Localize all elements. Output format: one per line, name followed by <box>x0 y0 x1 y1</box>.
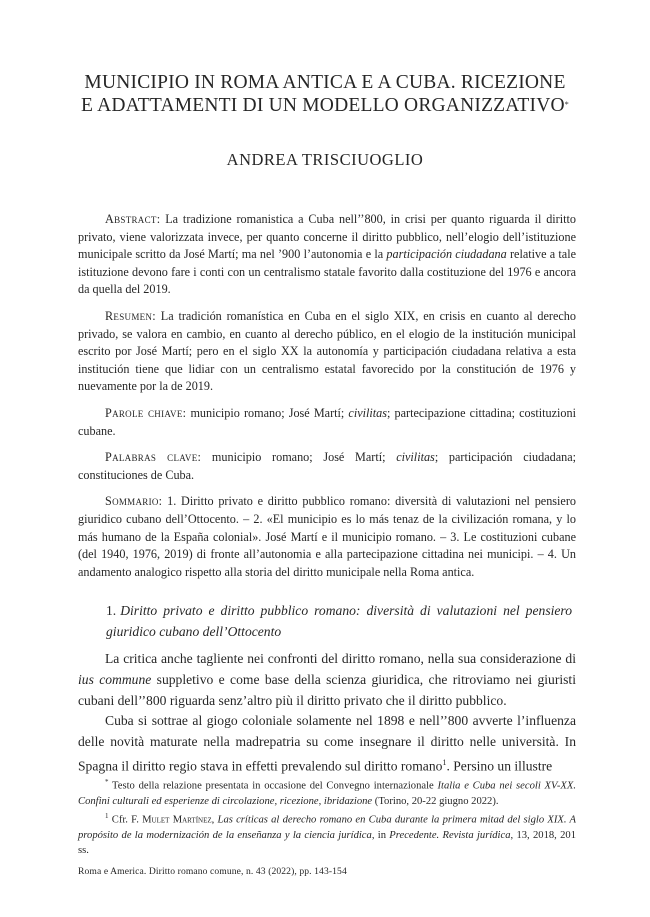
abstract-label: Abstract: <box>105 212 161 226</box>
footnote-star: * Testo della relazione presentata in occasione del Convegno internazionale Italia e Cuba nei secoli XV-XX. Confini culturali ed esperienze di circolazione, ricezione, ibridazione (Torino, 20-22 giugno 2022). <box>78 778 576 807</box>
footnote-1: $^1$ Cfr. F. Mulet Martínez, Las críticas al derecho romano en Cuba durante la primera mitad del siglo XIX. A propósito de la modernización de la enseñanza y la ciencia jurídica, in Precedente. Revista jurídica, 13, 2018, 201 ss. <box>78 811 577 856</box>
article-title <box>70 71 580 117</box>
keywords-spanish: Palabras clave: municipio romano; José Martí; civilitas; participación ciudadana; constituciones de Cuba. <box>78 450 576 482</box>
keywords-italian: Parole chiave: municipio romano; José Martí; civilitas; partecipazione cittadina; costituzioni cubane. <box>78 405 576 438</box>
footnotes <box>78 775 576 858</box>
section-title: Diritto privato e diritto pubblico romano: diversità di valutazioni nel pensiero giuridico cubano dell’Ottocento <box>106 603 572 639</box>
body-paragraph-1: La critica anche tagliente nei confronti del diritto romano, nella sua considerazione di ius commune suppletivo e come base della scienza giuridica, che ritroviamo nei giuristi cubani dell’’800 riguarda senz’altro più il diritto privato che il diritto pubblico. <box>78 651 576 708</box>
abstract-italian: Abstract: La tradizione romanistica a Cuba nell’’800, in crisi per quanto riguarda il diritto privato, viene valorizzata invece, per quanto concerne il diritto pubblico, nell’elogio dell’istituzione municipale scritto da José Martí; ma nel ’900 l’autonomia e la participación ciudadana relative a tale istituzione devono fare i conti con un centralismo statale favorito dalla costituzione del 1976 e ancora da quella del 2019. <box>78 212 576 297</box>
palabras-clave-label: Palabras clave: <box>105 450 202 465</box>
parole-chiave-label: Parole chiave: <box>105 405 187 420</box>
abstracts-block <box>78 211 576 590</box>
page-footer: Roma e America. Diritto romano comune, n. 43 (2022), pp. 143-154 <box>78 866 347 877</box>
title-line-2: E ADATTAMENTI DI UN MODELLO ORGANIZZATIVO <box>81 95 565 116</box>
body-paragraph-2: Cuba si sottrae al giogo coloniale solamente nel 1898 e nell’’800 avverte l’influenza delle novità maturate nella madrepatria su come insegnare il diritto nelle università. In Spagna il diritto regio stava in effetti prevalendo sul diritto romano$^1$. Persino un illustre <box>78 713 576 774</box>
resumen-label: Resumen: <box>105 308 156 323</box>
body-text <box>78 649 576 777</box>
section-number: 1. <box>106 603 117 618</box>
section-heading <box>106 600 572 642</box>
abstract-spanish: Resumen: La tradición romanística en Cuba en el siglo XIX, en crisis en cuanto al derecho privado, se valora en cambio, en cuanto al derecho público, en el elogio de la institución municipal escrito por José Martí; pero en el siglo XX la autonomía y participación ciudadana relativa a esta institución tiene que lidiar con un centralismo estatal favorecido por la constitución de 1976 y nuevamente por la de 2019. <box>78 308 576 394</box>
title-line-1: MUNICIPIO IN ROMA ANTICA E A CUBA. RICEZIONE <box>84 72 566 93</box>
footnote-reference-1[interactable]: 1 <box>442 757 447 767</box>
table-of-contents: Sommario: 1. Diritto privato e diritto pubblico romano: diversità di valutazioni nel pensiero giuridico cubano dell’Ottocento. – 2. «El municipio es lo más tenaz de la civilización romana, y lo más humano de la España colonial». José Martí e il municipio romano. – 3. Le costituzioni cubane (del 1940, 1976, 2019) di fronte all’autonomia e alla partecipazione cittadina nei municipi. – 4. Un andamento analogico rispetto alla storia del diritto municipale nella Roma antica. <box>78 494 576 579</box>
sommario-label: Sommario: <box>105 494 163 509</box>
title-footnote-marker[interactable]: * <box>564 100 569 109</box>
author-name: ANDREA TRISCIUOGLIO <box>226 150 424 169</box>
